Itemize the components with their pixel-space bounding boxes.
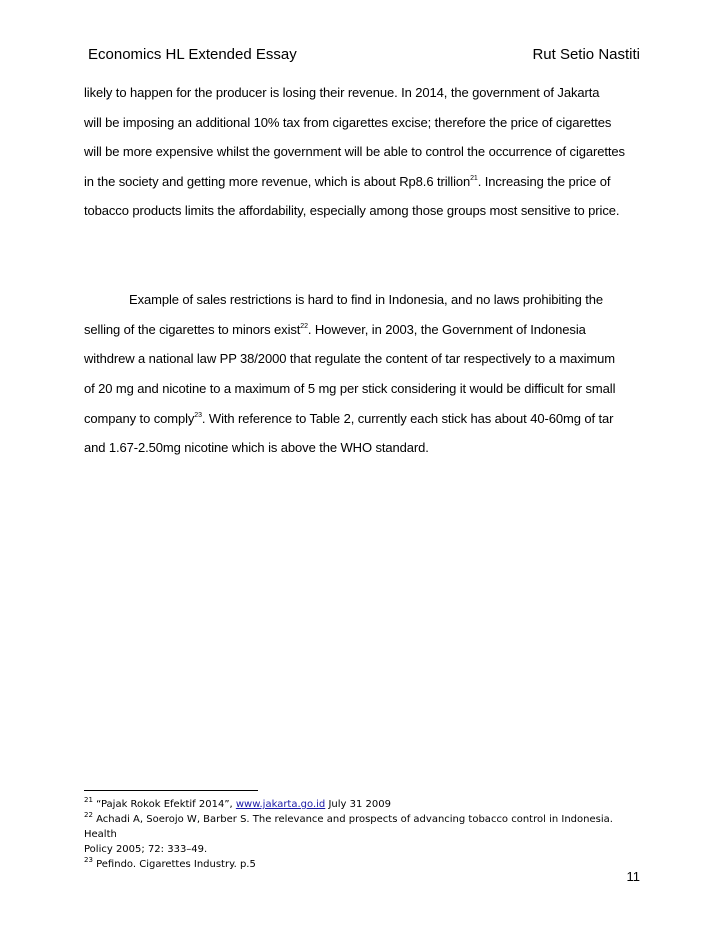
text-line: withdrew a national law PP 38/2000 that regulate the content of tar respectively to a maximum xyxy=(84,351,615,367)
footnote-link[interactable]: www.jakarta.go.id xyxy=(235,799,326,810)
text-segment: company to comply xyxy=(84,410,195,426)
text-segment: in the society and getting more revenue, which is about Rp8.6 trillion xyxy=(84,173,471,189)
footnote-text: July 31 2009 xyxy=(325,799,391,810)
text-line: likely to happen for the producer is losing their revenue. In 2014, the government of Jakarta xyxy=(84,85,600,100)
section-heading xyxy=(84,256,646,286)
footnotes xyxy=(84,797,644,872)
text-line: tobacco products limits the affordability, especially among those groups most sensitive to price. xyxy=(84,203,620,219)
footnote-ref-21: 21 xyxy=(470,174,478,182)
text-line: and 1.67-2.50mg nicotine which is above the WHO standard. xyxy=(84,440,429,456)
body-text xyxy=(84,78,646,463)
text-segment: . However, in 2003, the Government of Indonesia xyxy=(307,321,586,337)
text-line xyxy=(84,404,646,434)
page-number: 11 xyxy=(626,869,640,884)
footnote-21 xyxy=(84,797,644,812)
footnote-23 xyxy=(84,857,644,872)
footnote-text: Pefindo. Cigarettes Industry. p.5 xyxy=(92,859,256,870)
footnote-22-cont: Policy 2005; 72: 333–49. xyxy=(84,844,208,855)
text-line: Example of sales restrictions is hard to find in Indonesia, and no laws prohibiting the xyxy=(129,292,604,308)
text-segment: . Increasing the price of xyxy=(477,173,611,189)
text-line xyxy=(84,315,646,345)
header-author: Rut Setio Nastiti xyxy=(532,46,640,63)
text-line: will be more expensive whilst the government will be able to control the occurrence of cigarettes xyxy=(84,144,625,160)
footnote-ref-23: 23 xyxy=(194,411,202,419)
text-segment: selling of the cigarettes to minors exist xyxy=(84,321,301,337)
footnote-text: “Pajak Rokok Efektif 2014”, xyxy=(92,799,236,810)
footnote-separator xyxy=(84,790,258,791)
text-line: will be imposing an additional 10% tax from cigarettes excise; therefore the price of cigarettes xyxy=(84,114,612,130)
footnote-ref-22: 22 xyxy=(300,322,308,330)
text-line: of 20 mg and nicotine to a maximum of 5 mg per stick considering it would be difficult for small xyxy=(84,380,616,396)
footnote-22 xyxy=(84,812,644,842)
footnote-number: 21 xyxy=(84,796,93,804)
text-segment: . With reference to Table 2, currently each stick has about 40-60mg of tar xyxy=(201,410,614,426)
text-line xyxy=(84,167,646,197)
footnote-number: 23 xyxy=(84,856,93,864)
header-title: Economics HL Extended Essay xyxy=(88,46,297,63)
footnote-text: Achadi A, Soerojo W, Barber S. The relevance and prospects of advancing tobacco control in Indonesia. Health xyxy=(84,814,613,840)
footnote-number: 22 xyxy=(84,811,93,819)
